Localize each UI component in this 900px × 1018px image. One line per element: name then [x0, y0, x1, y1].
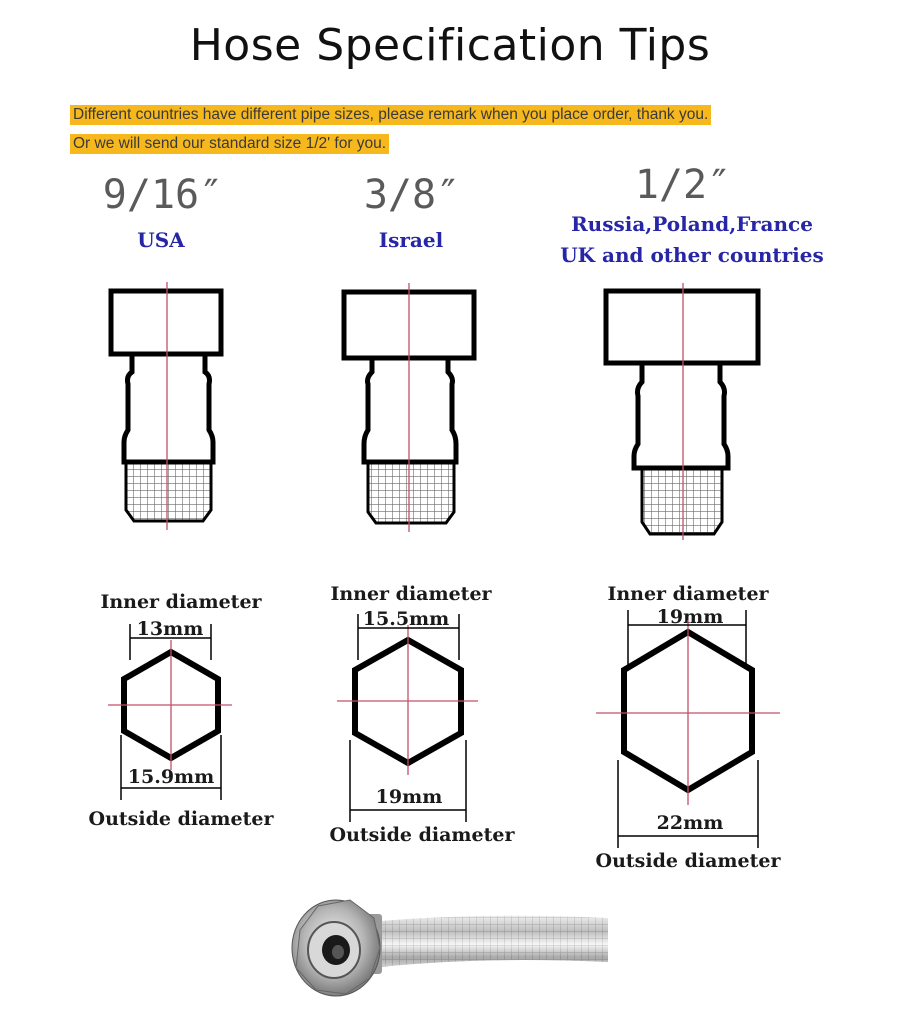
body-outline [124, 354, 213, 462]
country-label-usa: USA [137, 228, 185, 252]
size-label-9-16: 9/16″ [102, 172, 224, 218]
outside-diameter-label-2: Outside diameter [329, 824, 515, 846]
outer-diameter-value-2: 19mm [375, 786, 443, 808]
inner-diameter-label-2: Inner diameter [330, 583, 492, 605]
order-note-1: Different countries have different pipe sizes, please remark when you place order, thank you. [70, 105, 711, 125]
hexagon-diagram-1 [108, 624, 232, 800]
body-outline [634, 363, 728, 468]
size-label-1-2: 1/2″ [634, 162, 732, 208]
country-label-israel: Israel [378, 228, 444, 252]
mesh-hose [368, 463, 454, 523]
order-note-2: Or we will send our standard size 1/2' for you. [70, 134, 389, 154]
mesh-hose [126, 463, 211, 521]
body-outline [364, 358, 456, 462]
outside-diameter-label-1: Outside diameter [88, 808, 274, 830]
page-title: Hose Specification Tips [189, 20, 711, 71]
nut-outline [111, 291, 221, 354]
inner-diameter-value-2: 15.5mm [362, 608, 450, 630]
country-label-uk-other: UK and other countries [560, 243, 824, 267]
outer-diameter-value-3: 22mm [656, 812, 724, 834]
inner-diameter-value-3: 19mm [656, 606, 724, 628]
braided-hose-illustration [292, 900, 608, 996]
outside-diameter-label-3: Outside diameter [595, 850, 781, 872]
outer-diameter-value-1: 15.9mm [127, 766, 215, 788]
fitting-diagram-3-8 [344, 283, 474, 532]
hexagon-diagram-2 [337, 614, 478, 822]
inner-diameter-value-1: 13mm [136, 618, 204, 640]
country-label-russia-poland-france: Russia,Poland,France [571, 212, 813, 236]
inner-diameter-label-1: Inner diameter [100, 591, 262, 613]
size-label-3-8: 3/8″ [363, 172, 461, 218]
fitting-diagram-1-2 [606, 283, 758, 540]
inner-diameter-label-3: Inner diameter [607, 583, 769, 605]
mesh-hose [642, 469, 722, 534]
fitting-diagram-9-16 [111, 282, 221, 530]
hexagon-diagram-3 [596, 610, 780, 848]
nut-outline [606, 291, 758, 363]
